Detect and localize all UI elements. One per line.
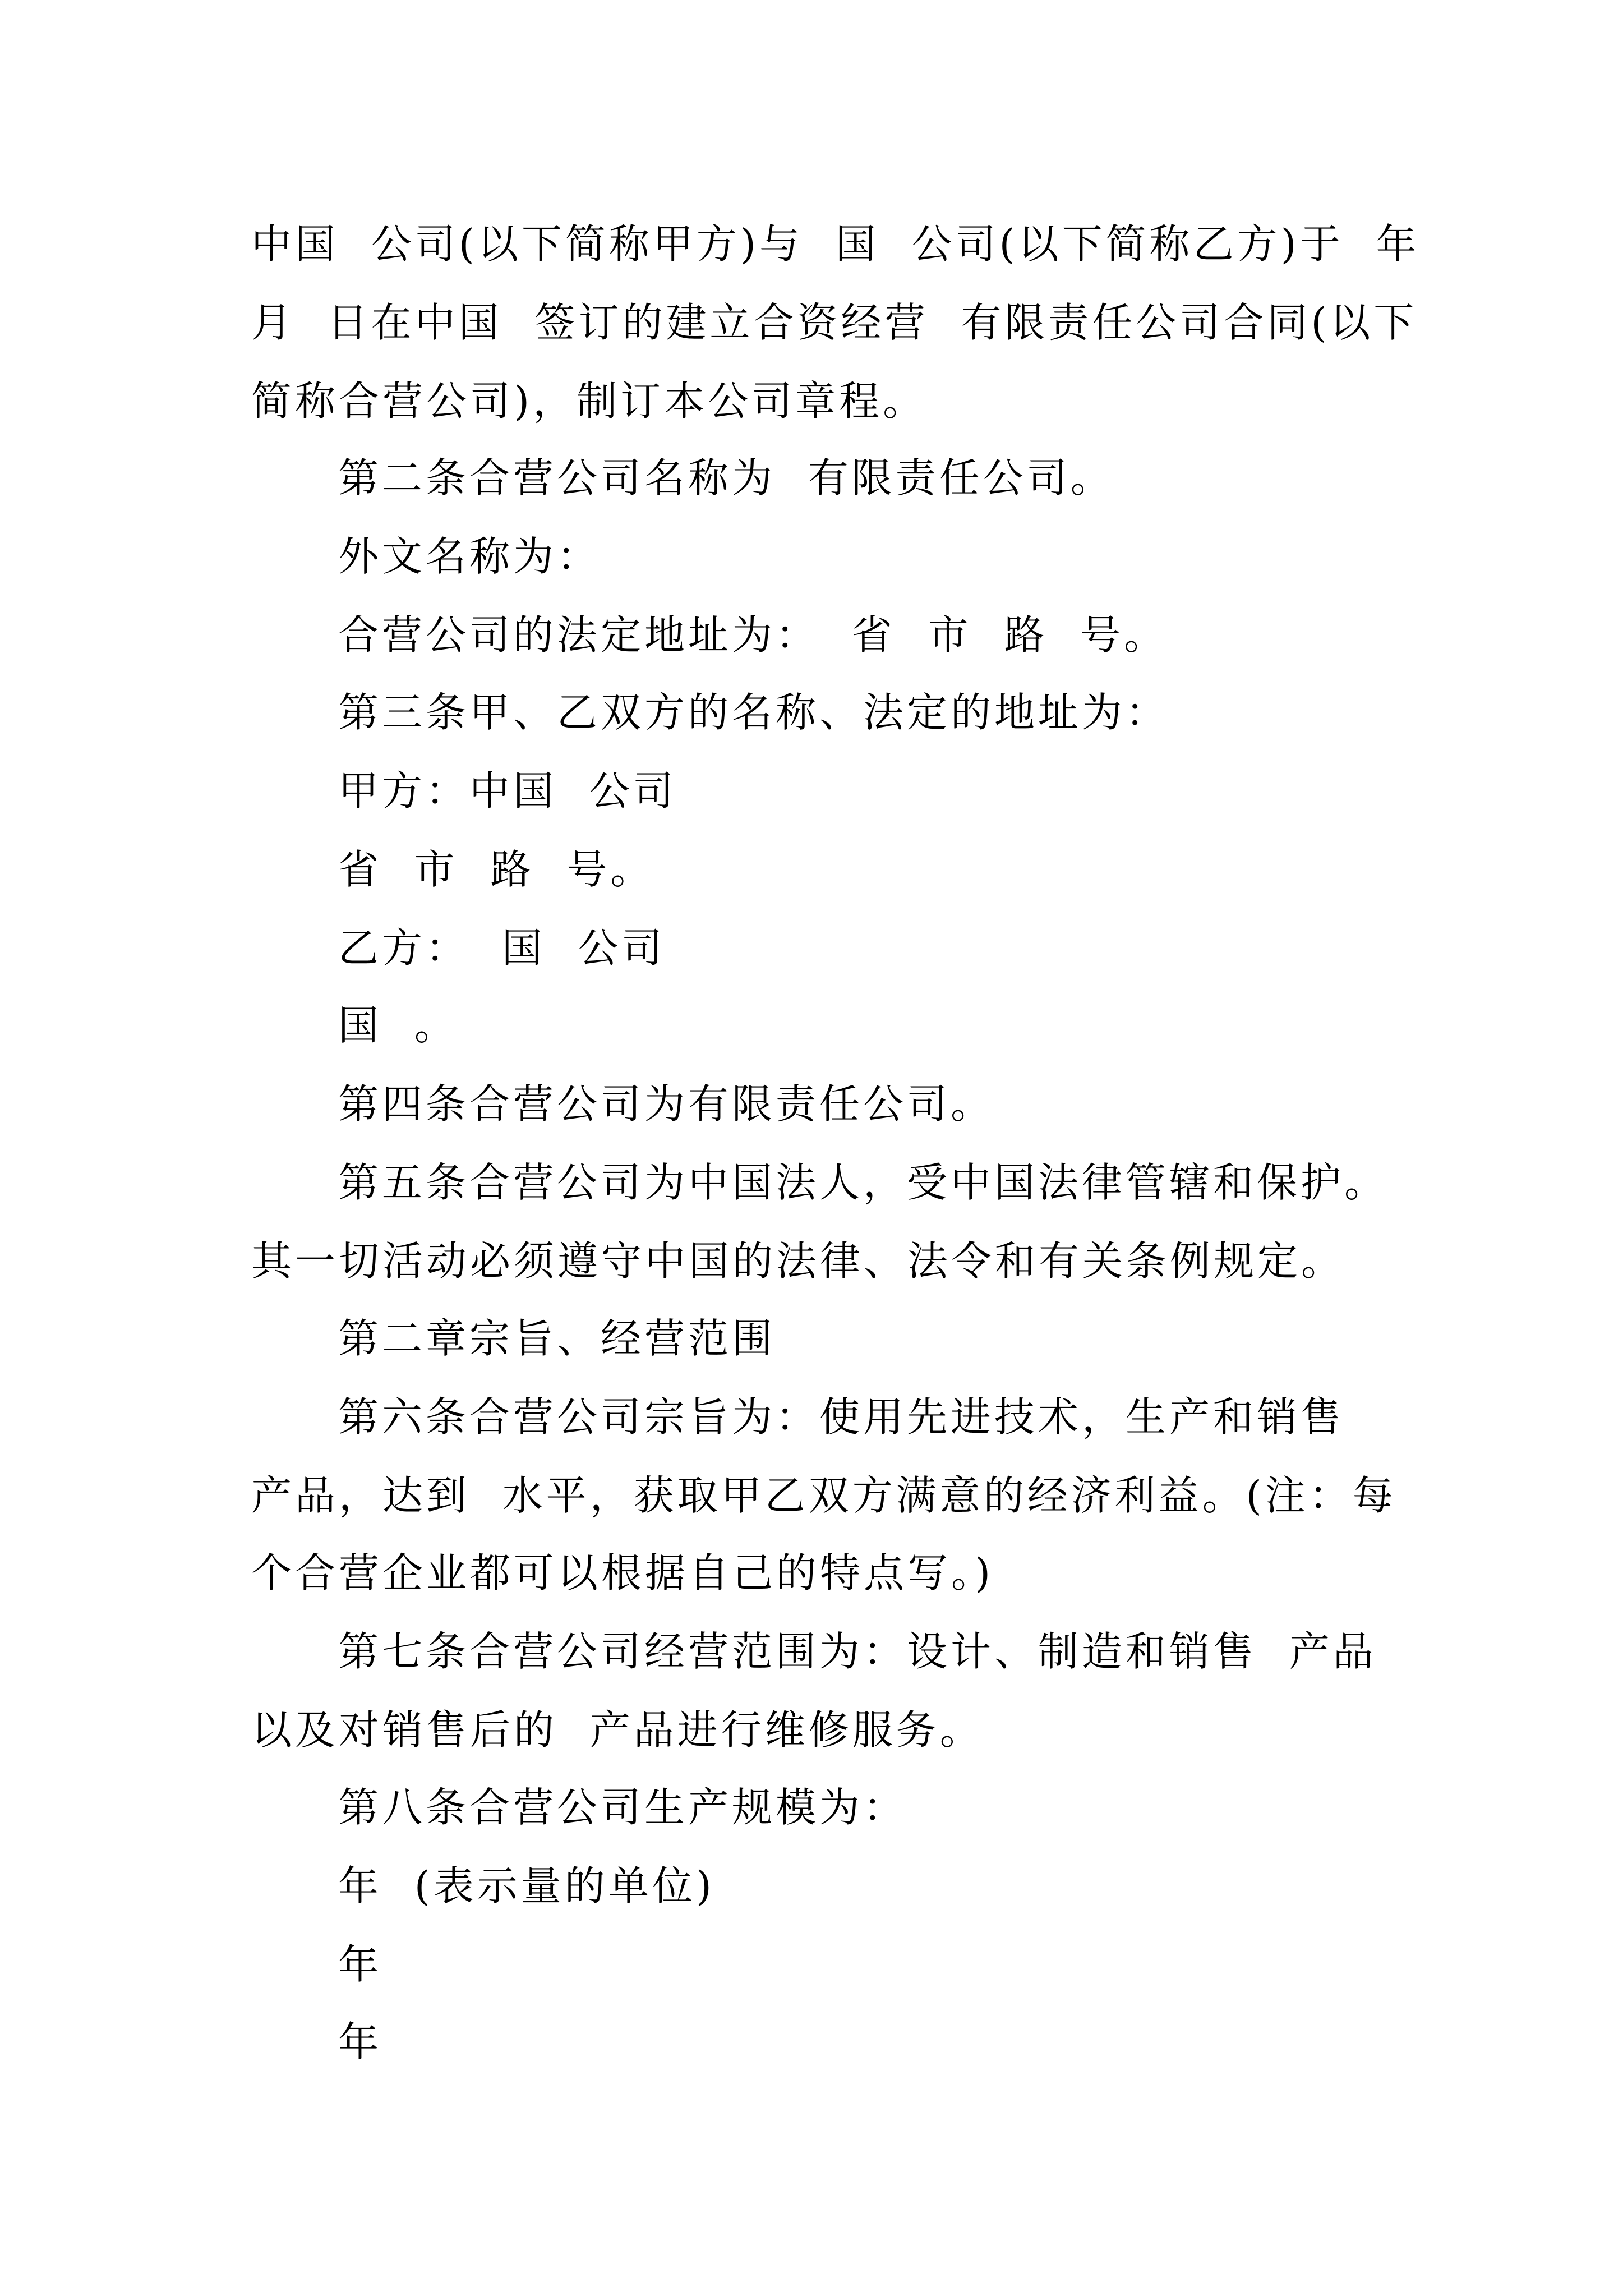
text-line-5: 外文名称为： [338,533,601,580]
text-line-19: 第七条合营公司经营范围为：设计、制造和销售 产品 [338,1628,1377,1675]
text-line-8: 甲方：中国 公司 [338,767,677,815]
text-line-14: 其一切活动必须遵守中国的法律、法令和有关条例规定。 [251,1237,1345,1285]
text-line-16: 第六条合营公司宗旨为：使用先进技术，生产和销售 [338,1393,1345,1441]
text-line-3: 简称合营公司)，制订本公司章程。 [251,378,927,425]
text-line-15: 第二章宗旨、经营范围 [338,1315,776,1362]
text-line-22: 年 (表示量的单位) [338,1862,715,1910]
text-line-18: 个合营企业都可以根据自己的特点写。) [251,1549,994,1596]
text-line-13: 第五条合营公司为中国法人，受中国法律管辖和保护。 [338,1159,1389,1206]
text-line-21: 第八条合营公司生产规模为： [338,1784,907,1831]
text-line-9: 省 市 路 号。 [338,846,654,893]
text-line-12: 第四条合营公司为有限责任公司。 [338,1080,995,1128]
text-line-7: 第三条甲、乙双方的名称、法定的地址为： [338,689,1170,736]
text-line-20: 以及对销售后的 产品进行维修服务。 [251,1706,984,1754]
text-line-17: 产品，达到 水平，获取甲乙双方满意的经济利益。(注：每 [251,1472,1396,1519]
text-line-23: 年 [338,1941,382,1988]
text-line-6: 合营公司的法定地址为： 省 市 路 号。 [338,611,1168,659]
text-line-11: 国 。 [338,1002,458,1049]
text-line-1: 中国 公司(以下简称甲方)与 国 公司(以下简称乙方)于 年 [251,220,1420,268]
text-line-4: 第二条合营公司名称为 有限责任公司。 [338,454,1114,501]
text-line-2: 月 日在中国 签订的建立合资经营 有限责任公司合同(以下 [251,299,1418,346]
text-line-24: 年 [338,2018,382,2065]
text-line-10: 乙方： 国 公司 [338,924,666,972]
